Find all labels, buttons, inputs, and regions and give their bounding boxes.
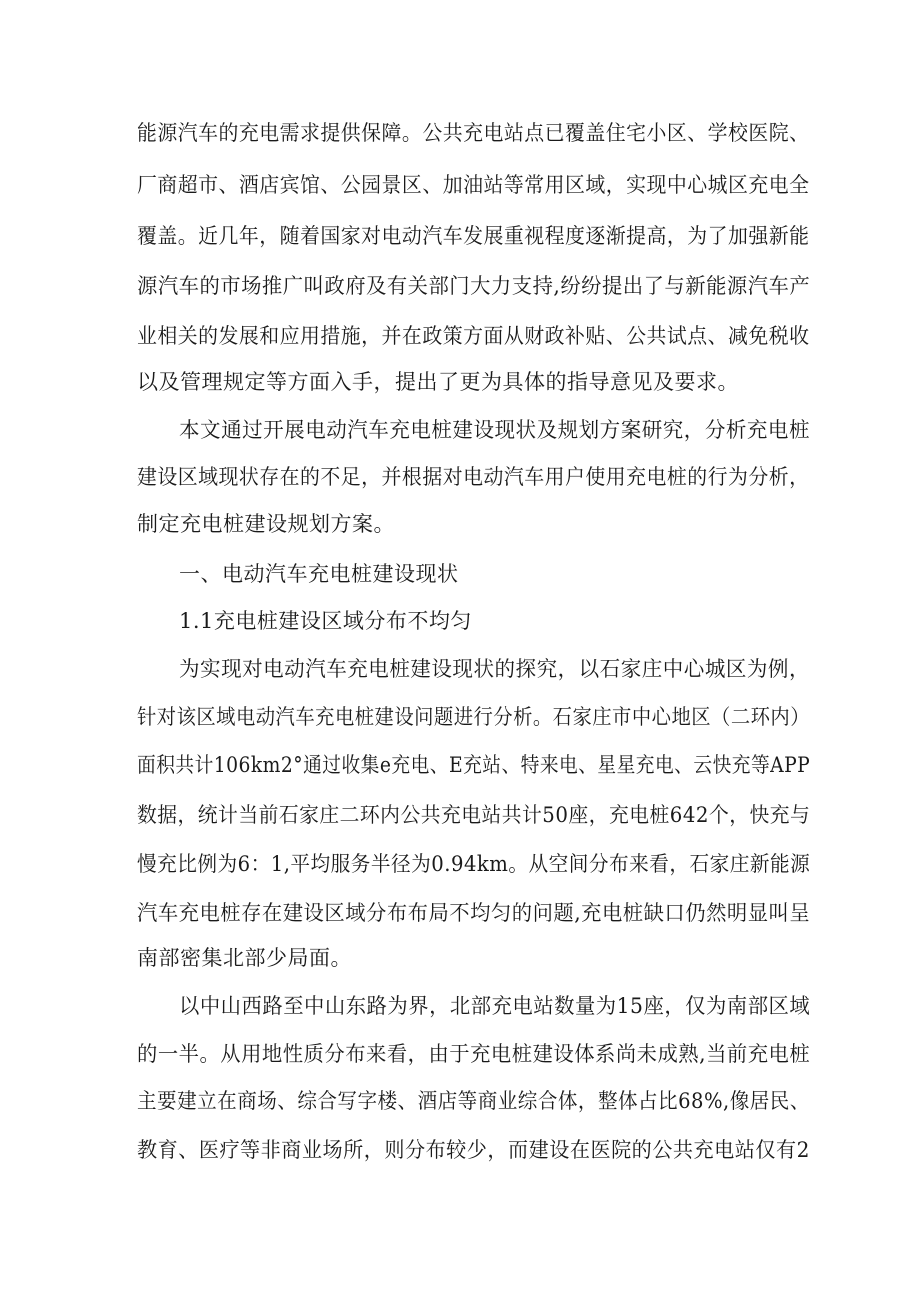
- text-line: 汽车充电桩存在建设区域分布布局不均匀的问题,充电桩缺口仍然明显叫呈: [137, 901, 811, 925]
- text-line: 覆盖。近几年，随着国家对电动汽车发展重视程度逐渐提高，为了加强新能: [137, 224, 810, 248]
- section-heading: 一、电动汽车充电桩建设现状: [179, 562, 459, 586]
- text-line: 业相关的发展和应用措施，并在政策方面从财政补贴、公共试点、减免税收: [137, 324, 810, 348]
- text-line: 能源汽车的充电需求提供保障。公共充电站点已覆盖住宅小区、学校医院、: [137, 121, 810, 145]
- text-line: 建设区域现状存在的不足，并根据对电动汽车用户使用充电桩的行为分析，: [137, 465, 810, 489]
- text-line: 针对该区域电动汽车充电桩建设问题进行分析。石家庄市中心地区（二环内）: [137, 705, 810, 729]
- text-line: 以及管理规定等方面入手，提出了更为具体的指导意见及要求。: [137, 370, 739, 394]
- text-line: 数据，统计当前石家庄二环内公共充电站共计50座，充电桩642个，快充与: [137, 803, 811, 827]
- text-line: 南部密集北部少局面。: [137, 946, 352, 970]
- text-line: 面积共计106km2°通过收集e充电、E充站、特来电、星星充电、云快充等APP: [137, 753, 811, 777]
- text-line: 以中山西路至中山东路为界，北部充电站数量为15座，仅为南部区域: [179, 994, 811, 1018]
- text-line: 的一半。从用地性质分布来看，由于充电桩建设体系尚未成熟,当前充电桩: [137, 1042, 811, 1066]
- text-line: 为实现对电动汽车充电桩建设现状的探究，以石家庄中心城区为例，: [179, 657, 810, 681]
- text-line: 慢充比例为6：1,平均服务半径为0.94km。从空间分布来看，石家庄新能源: [137, 852, 811, 876]
- text-line: 本文通过开展电动汽车充电桩建设现状及规划方案研究，分析充电桩: [179, 418, 810, 442]
- subsection-heading: 1.1充电桩建设区域分布不均匀: [179, 609, 472, 633]
- text-line: 制定充电桩建设规划方案。: [137, 512, 395, 536]
- text-line: 厂商超市、酒店宾馆、公园景区、加油站等常用区域，实现中心城区充电全: [137, 173, 810, 197]
- text-line: 主要建立在商场、综合写字楼、酒店等商业综合体，整体占比68%,像居民、: [137, 1089, 810, 1113]
- text-line: 教育、医疗等非商业场所，则分布较少，而建设在医院的公共充电站仅有2: [137, 1138, 810, 1162]
- text-line: 源汽车的市场推广叫政府及有关部门大力支持,纷纷提出了与新能源汽车产: [137, 274, 811, 298]
